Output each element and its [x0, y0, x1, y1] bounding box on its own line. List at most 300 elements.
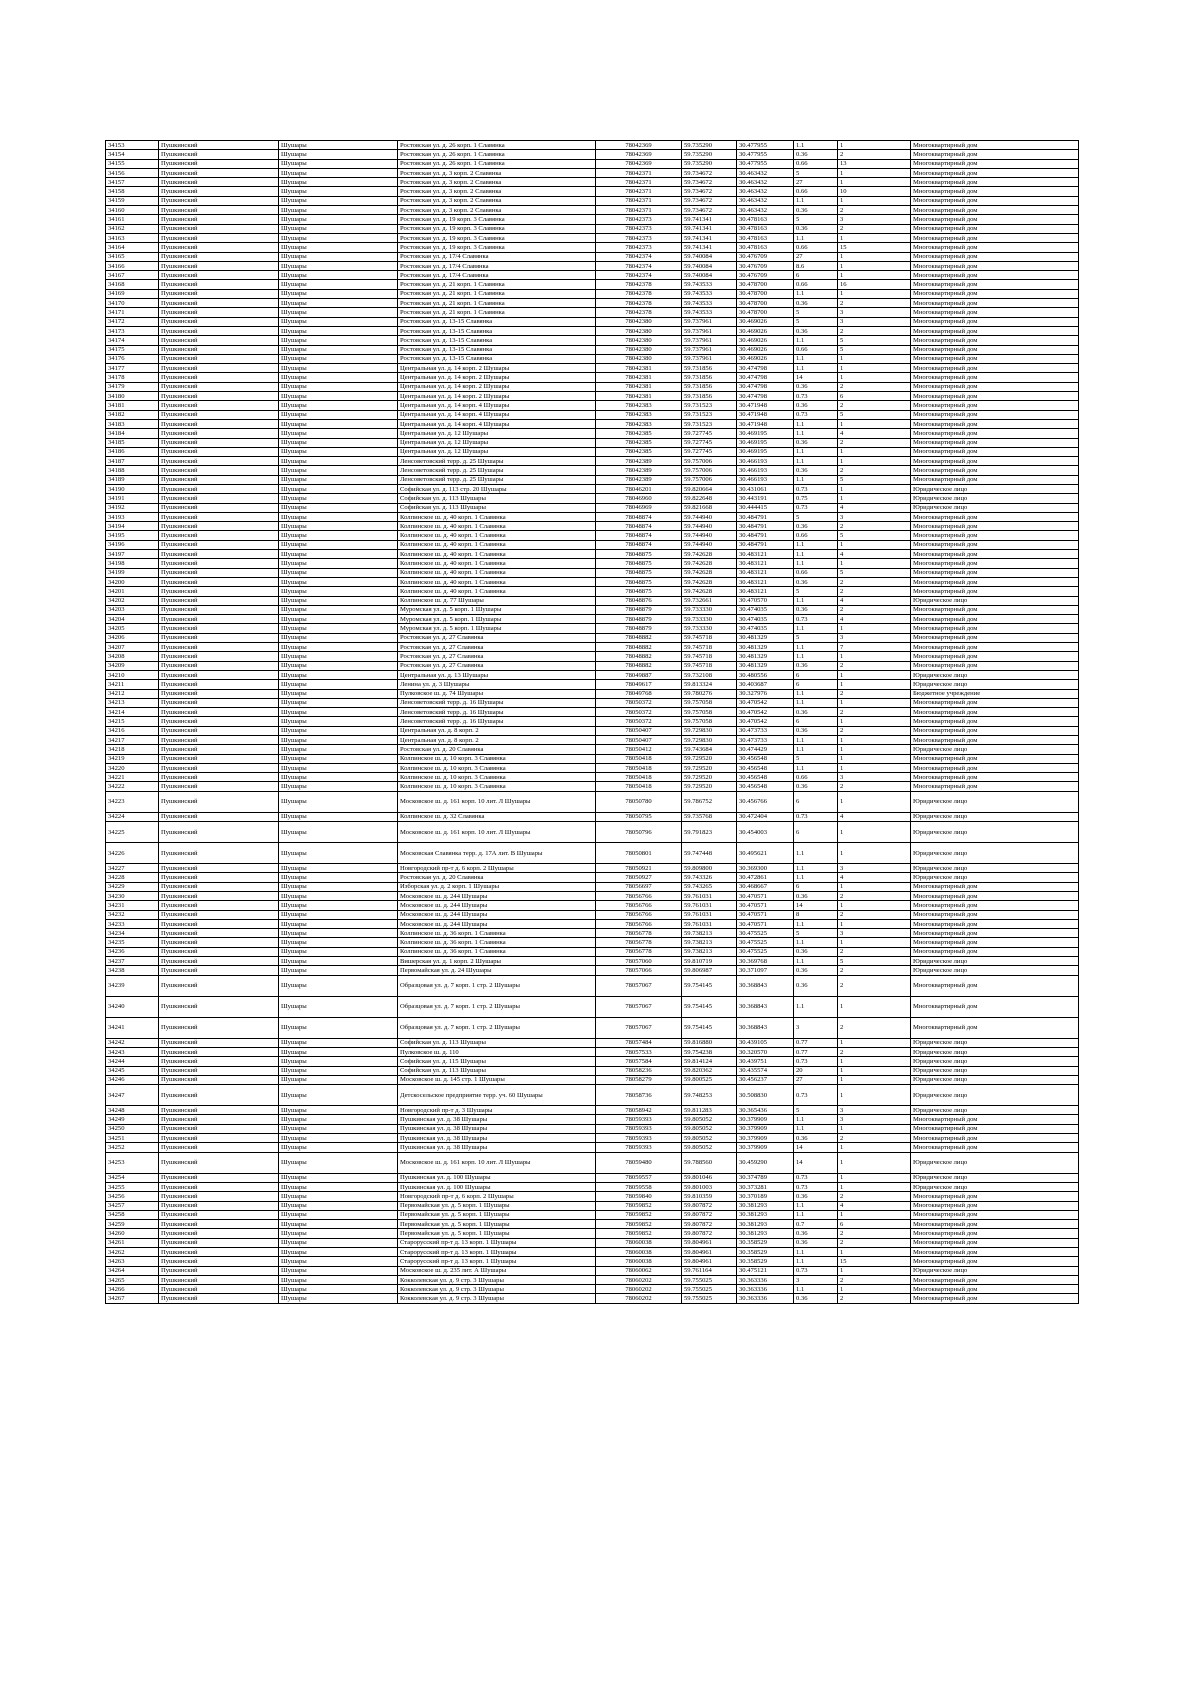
cell-settlement: Шушары — [279, 1047, 398, 1056]
cell-object-code: 78042378 — [596, 299, 682, 308]
cell-object-code: 78050780 — [596, 791, 682, 812]
cell-count: 2 — [838, 206, 911, 215]
cell-latitude: 59.745718 — [682, 661, 737, 670]
cell-count: 1 — [838, 1143, 911, 1152]
cell-longitude: 30.431061 — [737, 484, 794, 493]
cell-longitude: 30.466193 — [737, 457, 794, 466]
cell-settlement: Шушары — [279, 364, 398, 373]
cell-address: Ростовская ул. д. 17/4 Славянка — [398, 271, 596, 280]
cell-row-number: 34234 — [106, 929, 159, 938]
cell-address: Софийская ул. д. 115 Шушары — [398, 1057, 596, 1066]
cell-longitude: 30.470542 — [737, 717, 794, 726]
cell-object-type: Многоквартирный дом — [911, 605, 1079, 614]
cell-district: Пушкинский — [159, 466, 279, 475]
cell-address: Образцовая ул. д. 7 корп. 1 стр. 2 Шушары — [398, 996, 596, 1017]
cell-longitude: 30.473733 — [737, 726, 794, 735]
cell-object-code: 78042373 — [596, 233, 682, 242]
cell-count: 1 — [838, 680, 911, 689]
cell-object-code: 78059393 — [596, 1124, 682, 1133]
cell-object-type: Многоквартирный дом — [911, 975, 1079, 996]
cell-volume: 0.73 — [794, 503, 838, 512]
cell-longitude: 30.470571 — [737, 901, 794, 910]
data-table — [105, 140, 1079, 1304]
cell-longitude: 30.470542 — [737, 698, 794, 707]
table-row — [106, 975, 1079, 996]
cell-district: Пушкинский — [159, 261, 279, 270]
cell-settlement: Шушары — [279, 782, 398, 791]
cell-count: 2 — [838, 1047, 911, 1056]
cell-count: 13 — [838, 159, 911, 168]
cell-longitude: 30.379909 — [737, 1134, 794, 1143]
cell-address: Колпинское ш. д. 40 корп. 1 Славянка — [398, 577, 596, 586]
cell-volume: 1.1 — [794, 843, 838, 864]
cell-latitude: 59.742628 — [682, 587, 737, 596]
cell-settlement: Шушары — [279, 224, 398, 233]
cell-object-code: 78046960 — [596, 494, 682, 503]
cell-district: Пушкинский — [159, 308, 279, 317]
cell-count: 1 — [838, 717, 911, 726]
cell-row-number: 34225 — [106, 822, 159, 843]
cell-district: Пушкинский — [159, 271, 279, 280]
cell-address: Колпинское ш. д. 10 корп. 3 Славянка — [398, 754, 596, 763]
cell-object-type: Юридическое лицо — [911, 1152, 1079, 1173]
cell-latitude: 59.727745 — [682, 429, 737, 438]
cell-volume: 5 — [794, 1106, 838, 1115]
cell-address: Московское ш. д. 161 корп. 10 лит. Л Шушары — [398, 1152, 596, 1173]
cell-longitude: 30.474035 — [737, 615, 794, 624]
cell-volume: 1.1 — [794, 996, 838, 1017]
table-row — [106, 457, 1079, 466]
cell-district: Пушкинский — [159, 531, 279, 540]
cell-count: 1 — [838, 457, 911, 466]
cell-object-code: 78042389 — [596, 466, 682, 475]
cell-latitude: 59.745718 — [682, 643, 737, 652]
table-row — [106, 475, 1079, 484]
cell-row-number: 34172 — [106, 317, 159, 326]
cell-count: 2 — [838, 1275, 911, 1284]
cell-row-number: 34197 — [106, 550, 159, 559]
cell-row-number: 34248 — [106, 1106, 159, 1115]
cell-row-number: 34249 — [106, 1115, 159, 1124]
cell-row-number: 34192 — [106, 503, 159, 512]
cell-object-code: 78059852 — [596, 1201, 682, 1210]
cell-object-type: Многоквартирный дом — [911, 1257, 1079, 1266]
cell-row-number: 34230 — [106, 891, 159, 900]
cell-district: Пушкинский — [159, 438, 279, 447]
cell-count: 2 — [838, 891, 911, 900]
cell-object-code: 78048874 — [596, 522, 682, 531]
cell-district: Пушкинский — [159, 503, 279, 512]
cell-count: 1 — [838, 1038, 911, 1047]
cell-object-code: 78048879 — [596, 624, 682, 633]
cell-object-type: Многоквартирный дом — [911, 938, 1079, 947]
cell-longitude: 30.456548 — [737, 773, 794, 782]
cell-count: 1 — [838, 754, 911, 763]
cell-count: 1 — [838, 373, 911, 382]
cell-volume: 1.1 — [794, 429, 838, 438]
table-row — [106, 901, 1079, 910]
cell-longitude: 30.381293 — [737, 1201, 794, 1210]
cell-object-type: Многоквартирный дом — [911, 1124, 1079, 1133]
cell-object-type: Многоквартирный дом — [911, 289, 1079, 298]
cell-count: 6 — [838, 392, 911, 401]
cell-district: Пушкинский — [159, 159, 279, 168]
cell-latitude: 59.731856 — [682, 364, 737, 373]
cell-object-code: 78042373 — [596, 224, 682, 233]
cell-address: Новгородский пр-т д. 3 Шушары — [398, 1106, 596, 1115]
cell-count: 5 — [838, 410, 911, 419]
cell-address: Ростовская ул. д. 26 корп. 1 Славянка — [398, 150, 596, 159]
cell-row-number: 34175 — [106, 345, 159, 354]
cell-object-type: Юридическое лицо — [911, 670, 1079, 679]
table-row — [106, 429, 1079, 438]
cell-count: 1 — [838, 996, 911, 1017]
table-row — [106, 670, 1079, 679]
cell-district: Пушкинский — [159, 299, 279, 308]
cell-longitude: 30.478700 — [737, 308, 794, 317]
cell-latitude: 59.754145 — [682, 1017, 737, 1038]
cell-address: Новгородский пр-т д. 6 корп. 2 Шушары — [398, 1192, 596, 1201]
cell-district: Пушкинский — [159, 354, 279, 363]
cell-object-code: 78048875 — [596, 550, 682, 559]
cell-settlement: Шушары — [279, 689, 398, 698]
cell-settlement: Шушары — [279, 522, 398, 531]
cell-row-number: 34176 — [106, 354, 159, 363]
cell-settlement: Шушары — [279, 289, 398, 298]
cell-address: Ростовская ул. д. 3 корп. 2 Славянка — [398, 168, 596, 177]
cell-volume: 0.36 — [794, 522, 838, 531]
cell-volume: 5 — [794, 308, 838, 317]
cell-object-type: Многоквартирный дом — [911, 336, 1079, 345]
cell-settlement: Шушары — [279, 457, 398, 466]
cell-settlement: Шушары — [279, 661, 398, 670]
cell-longitude: 30.481329 — [737, 652, 794, 661]
cell-settlement: Шушары — [279, 531, 398, 540]
cell-longitude: 30.475525 — [737, 947, 794, 956]
cell-settlement: Шушары — [279, 957, 398, 966]
cell-object-type: Многоквартирный дом — [911, 168, 1079, 177]
cell-district: Пушкинский — [159, 698, 279, 707]
cell-address: Ростовская ул. д. 19 корп. 3 Славянка — [398, 233, 596, 242]
cell-object-type: Юридическое лицо — [911, 791, 1079, 812]
cell-latitude: 59.813324 — [682, 680, 737, 689]
cell-district: Пушкинский — [159, 1275, 279, 1284]
cell-latitude: 59.741341 — [682, 215, 737, 224]
cell-count: 4 — [838, 812, 911, 821]
cell-district: Пушкинский — [159, 401, 279, 410]
table-row — [106, 736, 1079, 745]
cell-object-type: Многоквартирный дом — [911, 317, 1079, 326]
cell-settlement: Шушары — [279, 615, 398, 624]
cell-address: Пушкинская ул. д. 100 Шушары — [398, 1182, 596, 1191]
cell-settlement: Шушары — [279, 1220, 398, 1229]
cell-object-code: 78042371 — [596, 196, 682, 205]
cell-longitude: 30.456237 — [737, 1075, 794, 1084]
cell-object-code: 78056766 — [596, 901, 682, 910]
cell-object-code: 78056766 — [596, 919, 682, 928]
cell-district: Пушкинский — [159, 215, 279, 224]
cell-latitude: 59.754145 — [682, 975, 737, 996]
cell-object-code: 78059557 — [596, 1173, 682, 1182]
table-row — [106, 392, 1079, 401]
cell-row-number: 34235 — [106, 938, 159, 947]
cell-object-code: 78050796 — [596, 822, 682, 843]
cell-volume: 6 — [794, 791, 838, 812]
cell-object-code: 78042381 — [596, 382, 682, 391]
table-row — [106, 577, 1079, 586]
cell-count: 1 — [838, 252, 911, 261]
cell-count: 4 — [838, 1201, 911, 1210]
cell-object-code: 78059852 — [596, 1220, 682, 1229]
cell-object-code: 78057067 — [596, 996, 682, 1017]
cell-object-type: Юридическое лицо — [911, 1075, 1079, 1084]
cell-volume: 14 — [794, 901, 838, 910]
cell-count: 1 — [838, 484, 911, 493]
cell-row-number: 34156 — [106, 168, 159, 177]
cell-district: Пушкинский — [159, 336, 279, 345]
table-row — [106, 466, 1079, 475]
cell-count: 2 — [838, 966, 911, 975]
cell-address: Ленсоветовский терр. д. 25 Шушары — [398, 475, 596, 484]
cell-volume: 5 — [794, 215, 838, 224]
cell-latitude: 59.757058 — [682, 698, 737, 707]
cell-longitude: 30.471948 — [737, 401, 794, 410]
cell-row-number: 34179 — [106, 382, 159, 391]
cell-volume: 1.1 — [794, 196, 838, 205]
table-row — [106, 1275, 1079, 1284]
cell-address: Ростовская ул. д. 20 Славянка — [398, 745, 596, 754]
cell-latitude: 59.807872 — [682, 1220, 737, 1229]
cell-object-type: Многоквартирный дом — [911, 429, 1079, 438]
cell-longitude: 30.484791 — [737, 540, 794, 549]
cell-row-number: 34264 — [106, 1266, 159, 1275]
cell-row-number: 34242 — [106, 1038, 159, 1047]
cell-object-code: 78042385 — [596, 447, 682, 456]
cell-object-type: Многоквартирный дом — [911, 410, 1079, 419]
cell-latitude: 59.761031 — [682, 891, 737, 900]
cell-count: 15 — [838, 243, 911, 252]
cell-longitude: 30.483121 — [737, 550, 794, 559]
cell-object-type: Юридическое лицо — [911, 864, 1079, 873]
table-row — [106, 168, 1079, 177]
cell-longitude: 30.358529 — [737, 1257, 794, 1266]
cell-latitude: 59.743533 — [682, 289, 737, 298]
cell-district: Пушкинский — [159, 689, 279, 698]
cell-settlement: Шушары — [279, 206, 398, 215]
cell-object-type: Многоквартирный дом — [911, 882, 1079, 891]
table-row — [106, 1182, 1079, 1191]
cell-district: Пушкинский — [159, 382, 279, 391]
cell-row-number: 34239 — [106, 975, 159, 996]
cell-district: Пушкинский — [159, 1192, 279, 1201]
cell-settlement: Шушары — [279, 261, 398, 270]
cell-object-type: Юридическое лицо — [911, 596, 1079, 605]
cell-object-type: Многоквартирный дом — [911, 661, 1079, 670]
cell-row-number: 34187 — [106, 457, 159, 466]
cell-count: 3 — [838, 929, 911, 938]
cell-count: 1 — [838, 670, 911, 679]
cell-address: Московское ш. д. 235 лит. А Шушары — [398, 1266, 596, 1275]
table-row — [106, 754, 1079, 763]
table-row — [106, 1229, 1079, 1238]
cell-count: 5 — [838, 531, 911, 540]
cell-count: 1 — [838, 1066, 911, 1075]
cell-row-number: 34180 — [106, 392, 159, 401]
cell-object-code: 78048882 — [596, 652, 682, 661]
cell-object-type: Многоквартирный дом — [911, 401, 1079, 410]
cell-address: Софийская ул. д. 113 стр. 20 Шушары — [398, 484, 596, 493]
cell-address: Ростовская ул. д. 13-15 Славянка — [398, 345, 596, 354]
cell-row-number: 34168 — [106, 280, 159, 289]
cell-row-number: 34251 — [106, 1134, 159, 1143]
cell-volume: 0.66 — [794, 243, 838, 252]
cell-district: Пушкинский — [159, 1134, 279, 1143]
cell-address: Пушкинская ул. д. 38 Шушары — [398, 1124, 596, 1133]
cell-district: Пушкинский — [159, 243, 279, 252]
cell-longitude: 30.495621 — [737, 843, 794, 864]
cell-row-number: 34206 — [106, 633, 159, 642]
cell-longitude: 30.470571 — [737, 891, 794, 900]
cell-object-type: Юридическое лицо — [911, 843, 1079, 864]
cell-object-type: Многоквартирный дом — [911, 910, 1079, 919]
cell-row-number: 34210 — [106, 670, 159, 679]
cell-latitude: 59.757058 — [682, 708, 737, 717]
cell-district: Пушкинский — [159, 196, 279, 205]
cell-object-type: Многоквартирный дом — [911, 1210, 1079, 1219]
table-row — [106, 503, 1079, 512]
cell-latitude: 59.743326 — [682, 873, 737, 882]
cell-object-type: Многоквартирный дом — [911, 159, 1079, 168]
cell-count: 3 — [838, 1115, 911, 1124]
table-row — [106, 1038, 1079, 1047]
cell-district: Пушкинский — [159, 1047, 279, 1056]
cell-object-code: 78042373 — [596, 243, 682, 252]
cell-district: Пушкинский — [159, 447, 279, 456]
cell-count: 3 — [838, 1106, 911, 1115]
cell-volume: 0.36 — [794, 577, 838, 586]
cell-address: Ростовская ул. д. 17/4 Славянка — [398, 252, 596, 261]
cell-address: Кокколевская ул. д. 9 стр. 3 Шушары — [398, 1275, 596, 1284]
cell-count: 1 — [838, 919, 911, 928]
cell-object-code: 78050927 — [596, 873, 682, 882]
table-row — [106, 308, 1079, 317]
cell-row-number: 34261 — [106, 1238, 159, 1247]
cell-volume: 1.1 — [794, 336, 838, 345]
cell-settlement: Шушары — [279, 354, 398, 363]
cell-district: Пушкинский — [159, 615, 279, 624]
cell-district: Пушкинский — [159, 1173, 279, 1182]
cell-volume: 0.77 — [794, 1047, 838, 1056]
cell-object-code: 78042381 — [596, 373, 682, 382]
cell-address: Московское ш. д. 244 Шушары — [398, 919, 596, 928]
cell-object-code: 78057584 — [596, 1057, 682, 1066]
table-row — [106, 966, 1079, 975]
cell-object-type: Многоквартирный дом — [911, 717, 1079, 726]
cell-count: 2 — [838, 401, 911, 410]
cell-row-number: 34207 — [106, 643, 159, 652]
cell-count: 1 — [838, 364, 911, 373]
cell-object-type: Многоквартирный дом — [911, 1247, 1079, 1256]
cell-district: Пушкинский — [159, 1182, 279, 1191]
cell-object-code: 78048876 — [596, 596, 682, 605]
cell-district: Пушкинский — [159, 643, 279, 652]
cell-count: 3 — [838, 308, 911, 317]
cell-row-number: 34164 — [106, 243, 159, 252]
cell-row-number: 34215 — [106, 717, 159, 726]
cell-count: 1 — [838, 745, 911, 754]
cell-count: 3 — [838, 317, 911, 326]
cell-count: 1 — [838, 822, 911, 843]
cell-object-type: Юридическое лицо — [911, 1057, 1079, 1066]
table-row — [106, 141, 1079, 150]
cell-address: Колпинское ш. д. 36 корп. 1 Славянка — [398, 929, 596, 938]
table-row — [106, 494, 1079, 503]
cell-district: Пушкинский — [159, 484, 279, 493]
cell-longitude: 30.469195 — [737, 429, 794, 438]
cell-row-number: 34185 — [106, 438, 159, 447]
cell-settlement: Шушары — [279, 901, 398, 910]
cell-longitude: 30.474429 — [737, 745, 794, 754]
cell-latitude: 59.729830 — [682, 726, 737, 735]
cell-settlement: Шушары — [279, 1075, 398, 1084]
table-row — [106, 1075, 1079, 1084]
cell-settlement: Шушары — [279, 1192, 398, 1201]
cell-address: Центральная ул. д. 12 Шушары — [398, 447, 596, 456]
table-row — [106, 1115, 1079, 1124]
cell-settlement: Шушары — [279, 966, 398, 975]
cell-district: Пушкинский — [159, 1124, 279, 1133]
cell-row-number: 34216 — [106, 726, 159, 735]
cell-longitude: 30.476709 — [737, 252, 794, 261]
cell-longitude: 30.472404 — [737, 812, 794, 821]
cell-settlement: Шушары — [279, 1066, 398, 1075]
cell-object-code: 78058279 — [596, 1075, 682, 1084]
table-row — [106, 410, 1079, 419]
cell-district: Пушкинский — [159, 345, 279, 354]
cell-object-code: 78056697 — [596, 882, 682, 891]
cell-count: 7 — [838, 643, 911, 652]
cell-object-code: 78050372 — [596, 708, 682, 717]
cell-longitude: 30.474798 — [737, 392, 794, 401]
cell-volume: 0.73 — [794, 1173, 838, 1182]
cell-row-number: 34198 — [106, 559, 159, 568]
cell-object-code: 78056778 — [596, 929, 682, 938]
cell-count: 2 — [838, 975, 911, 996]
cell-row-number: 34218 — [106, 745, 159, 754]
cell-row-number: 34166 — [106, 261, 159, 270]
cell-object-type: Многоквартирный дом — [911, 1229, 1079, 1238]
table-row — [106, 661, 1079, 670]
cell-address: Колпинское ш. д. 32 Славянка — [398, 812, 596, 821]
cell-address: Центральная ул. д. 14 корп. 2 Шушары — [398, 373, 596, 382]
table-row — [106, 271, 1079, 280]
cell-longitude: 30.477955 — [737, 141, 794, 150]
cell-object-code: 78049768 — [596, 689, 682, 698]
cell-longitude: 30.379909 — [737, 1143, 794, 1152]
cell-object-code: 78048875 — [596, 568, 682, 577]
cell-longitude: 30.481329 — [737, 643, 794, 652]
cell-object-type: Многоквартирный дом — [911, 271, 1079, 280]
cell-district: Пушкинский — [159, 178, 279, 187]
cell-address: Центральная ул. д. 14 корп. 4 Шушары — [398, 410, 596, 419]
table-row — [106, 652, 1079, 661]
cell-volume: 1.1 — [794, 1285, 838, 1294]
cell-object-type: Юридическое лицо — [911, 484, 1079, 493]
cell-settlement: Шушары — [279, 326, 398, 335]
table-row — [106, 243, 1079, 252]
cell-row-number: 34167 — [106, 271, 159, 280]
table-row — [106, 280, 1079, 289]
